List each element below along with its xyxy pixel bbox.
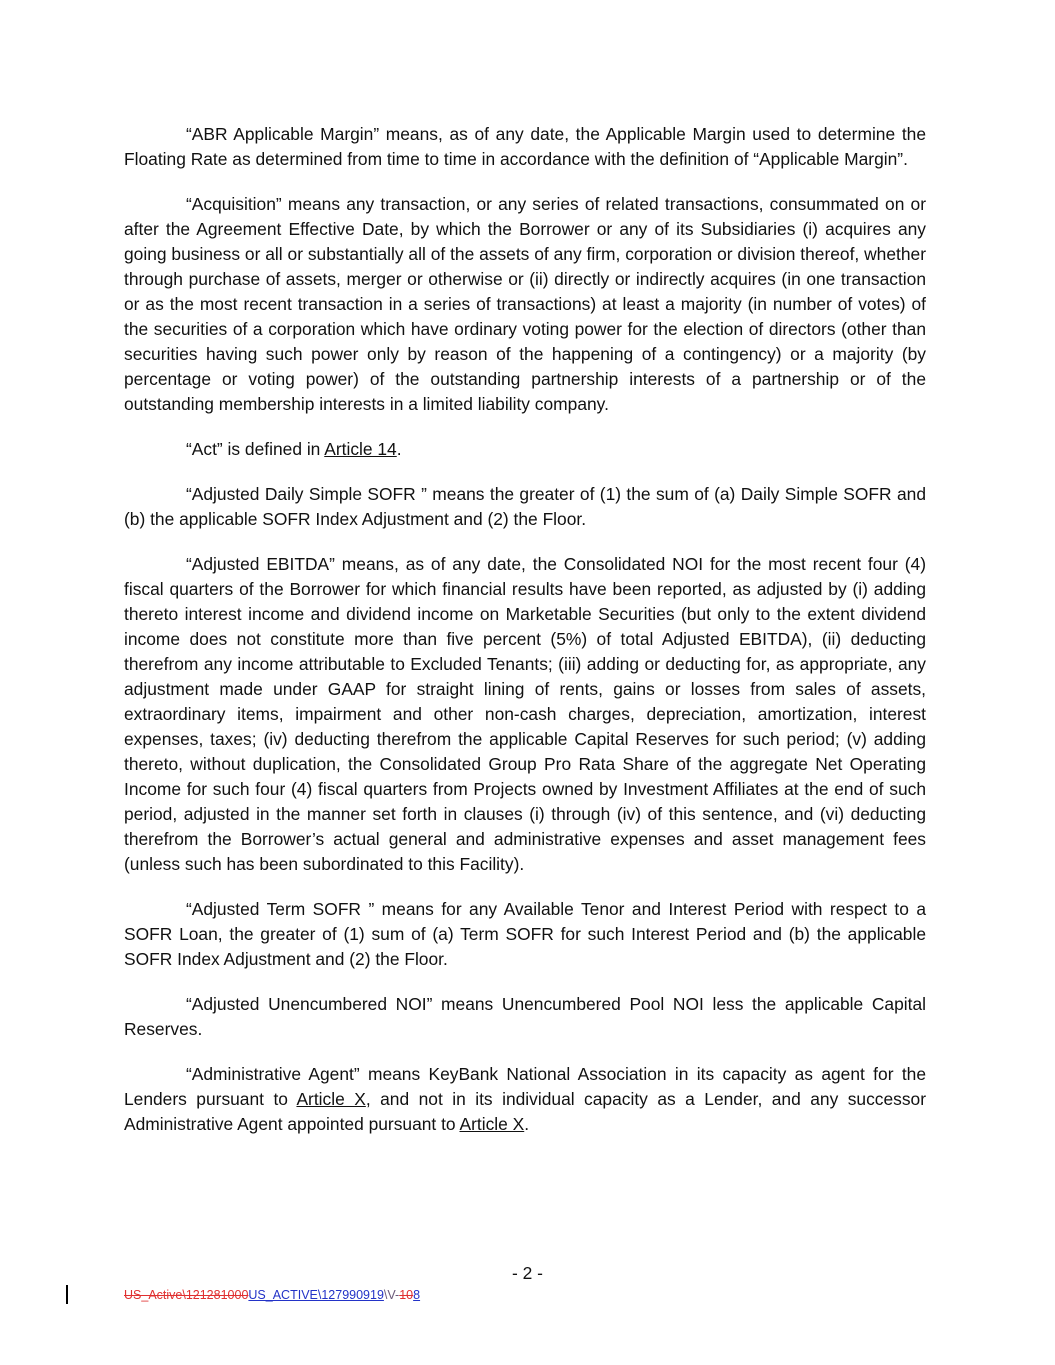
definition-administrative-agent-text-2: , and not in its individual capacity as a Lender, and any successor Administrative Agent appointed pursuant to: [124, 1089, 927, 1134]
definition-administrative-agent-end: .: [524, 1114, 530, 1134]
deleted-version-number: 10: [399, 1288, 414, 1302]
definition-act-end: .: [396, 439, 402, 459]
inserted-document-id: US_ACTIVE\127990919: [248, 1288, 384, 1302]
document-id-footer: [124, 1287, 420, 1303]
definition-adjusted-ebitda: “Adjusted EBITDA” means, as of any date, the Consolidated NOI for the most recent four (4) fiscal quarters of the Borrower for which financial results have been reported, as adjusted by (i) adding thereto interest income and dividend income on Marketable Securities (but only to the extent dividend income does not constitute more than five percent (5%) of total Adjusted EBITDA), (ii) deducting therefrom any income attributable to Excluded Tenants; (iii) adding or deducting for, as appropriate, any adjustment made under GAAP for straight lining of rents, gains or losses from sales of assets, extraordinary items, impairment and other non-cash charges, depreciation, amortization, interest expenses, taxes; (iv) deducting therefrom the applicable Capital Reserves for such period; (v) adding thereto, without duplication, the Consolidated Group Pro Rata Share of the aggregate Net Operating Income for such four (4) fiscal quarters from Projects owned by Investment Affiliates at the end of such period, adjusted in the manner set forth in clauses (i) through (iv) of this sentence, and (vi) deducting therefrom the Borrower’s actual general and administrative expenses and asset management fees (unless such has been subordinated to this Facility).: [124, 554, 926, 874]
definition-adjusted-daily-simple-sofr: “Adjusted Daily Simple SOFR ” means the greater of (1) the sum of (a) Daily Simple SOFR and (b) the applicable SOFR Index Adjustment and (2) the Floor.: [124, 484, 926, 529]
page-number: - 2 -: [512, 1263, 543, 1283]
definition-acquisition: “Acquisition” means any transaction, or any series of related transactions, consummated on or after the Agreement Effective Date, by which the Borrower or any of its Subsidiaries (i) acquires any going business or all or substantially all of the assets of any firm, corporation or division thereof, whether through purchase of assets, merger or otherwise or (ii) directly or indirectly acquires (in one transaction or as the most recent transaction in a series of transactions) at least a majority (in number of votes) of the securities of a corporation which have ordinary voting power for the election of directors (other than securities having such power only by reason of the happening of a contingency) or a majority (by percentage or voting power) of the outstanding partnership interests of a partnership or of the outstanding membership interests in a limited liability company.: [124, 194, 926, 414]
definition-abr-applicable-margin: “ABR Applicable Margin” means, as of any date, the Applicable Margin used to determine the Floating Rate as determined from time to time in accordance with the definition of “Applicable Margin”.: [124, 124, 926, 169]
article-x-reference-2: Article X: [459, 1114, 525, 1134]
definition-administrative-agent-text: “Administrative Agent” means KeyBank National Association in its capacity as agent for the Lenders pursuant to: [124, 1064, 926, 1109]
definition-act: [124, 437, 926, 462]
definition-adjusted-unencumbered-noi: “Adjusted Unencumbered NOI” means Unencumbered Pool NOI less the applicable Capital Reserves.: [124, 994, 926, 1039]
article-14-reference: Article 14: [324, 439, 397, 459]
document-version-separator: \V-: [383, 1288, 400, 1302]
definition-administrative-agent: [124, 1062, 926, 1137]
article-x-reference: Article X: [296, 1089, 366, 1109]
document-body: [124, 122, 926, 1157]
inserted-version-number: 8: [413, 1288, 421, 1302]
definition-act-text: “Act” is defined in: [186, 439, 325, 459]
deleted-document-id: US_Active\121281000: [124, 1288, 249, 1302]
revision-change-bar: [66, 1285, 68, 1304]
definition-adjusted-term-sofr: “Adjusted Term SOFR ” means for any Available Tenor and Interest Period with respect to a SOFR Loan, the greater of (1) sum of (a) Term SOFR for such Interest Period and (b) the applicable SOFR Index Adjustment and (2) the Floor.: [124, 899, 926, 969]
